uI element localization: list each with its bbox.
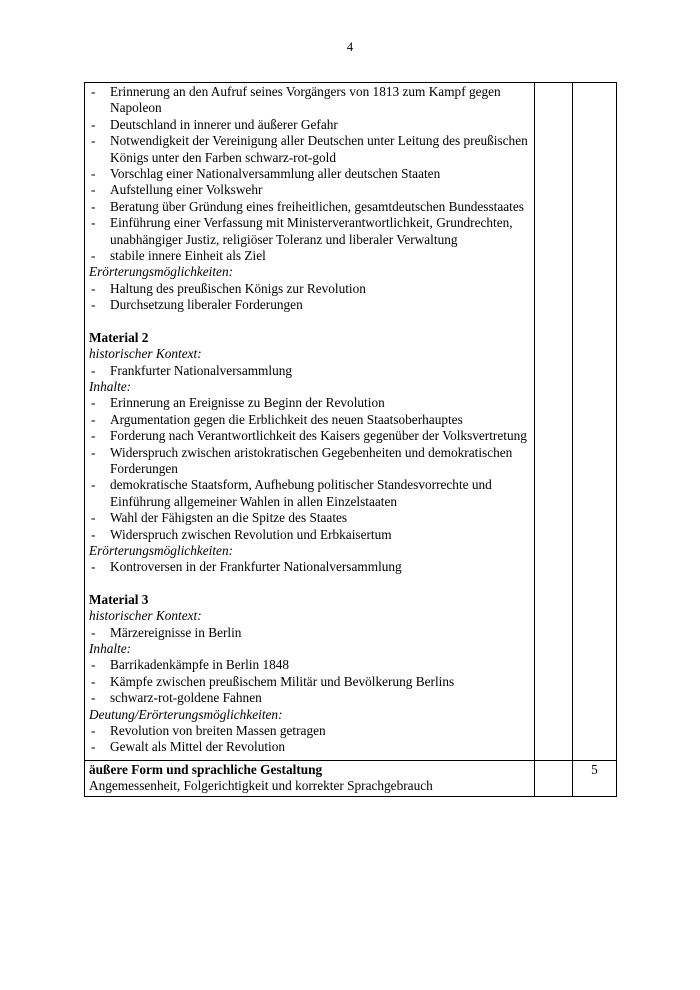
- spacer: [89, 576, 530, 592]
- list-item: - Widerspruch zwischen Revolution und Erbkaisertum: [89, 527, 530, 543]
- form-text: Angemessenheit, Folgerichtigkeit und korrekter Sprachgebrauch: [89, 778, 433, 794]
- list-item: - Aufstellung einer Volkswehr: [89, 182, 530, 198]
- form-points: 5: [573, 760, 617, 796]
- empty-cell: [535, 760, 573, 796]
- list-item: - Erinnerung an Ereignisse zu Beginn der Revolution: [89, 395, 530, 411]
- list-item: - Gewalt als Mittel der Revolution: [89, 739, 530, 755]
- material3-heading: Material 3: [89, 591, 149, 607]
- list-item: - Wahl der Fähigsten an die Spitze des Staates: [89, 510, 530, 526]
- assessment-table: [84, 82, 617, 797]
- page-number: 4: [346, 40, 354, 54]
- list-item: - Barrikadenkämpfe in Berlin 1848: [89, 657, 530, 673]
- list-item: - Deutschland in innerer und äußerer Gefahr: [89, 117, 530, 133]
- list-item: - Märzereignisse in Berlin: [89, 625, 530, 641]
- material2-context-label: historischer Kontext:: [89, 346, 202, 362]
- content-cell: [85, 83, 535, 761]
- table-row-content: [85, 83, 617, 761]
- material3-contents-list: [89, 657, 530, 706]
- list-item: - Durchsetzung liberaler Forderungen: [89, 297, 530, 313]
- list-item: - Frankfurter Nationalversammlung: [89, 363, 530, 379]
- material1-discussion-list: [89, 281, 530, 314]
- spacer: [89, 314, 530, 330]
- material3-discussion-list: [89, 723, 530, 756]
- material3-context-label: historischer Kontext:: [89, 608, 202, 624]
- list-item: - Beratung über Gründung eines freiheitlichen, gesamtdeutschen Bundesstaates: [89, 199, 530, 215]
- material2-discussion-list: [89, 559, 530, 575]
- table-row-form: [85, 760, 617, 796]
- list-item: - Vorschlag einer Nationalversammlung aller deutschen Staaten: [89, 166, 530, 182]
- material2-context-list: [89, 363, 530, 379]
- material2-discussion-label: Erörterungsmöglichkeiten:: [89, 542, 234, 558]
- list-item: - Argumentation gegen die Erblichkeit des neuen Staatsoberhauptes: [89, 412, 530, 428]
- list-item: - Forderung nach Verantwortlichkeit des Kaisers gegenüber der Volksvertretung: [89, 428, 530, 444]
- empty-cell: [535, 83, 573, 761]
- material2-heading: Material 2: [89, 329, 149, 345]
- list-item: - Kontroversen in der Frankfurter Nationalversammlung: [89, 559, 530, 575]
- list-item: - Einführung einer Verfassung mit Ministerverantwortlichkeit, Grundrechten, unabhängiger Justiz, religiöser Toleranz und liberaler Verwaltung: [89, 215, 530, 248]
- material3-discussion-label: Deutung/Erörterungsmöglichkeiten:: [89, 706, 283, 722]
- list-item: - Haltung des preußischen Königs zur Revolution: [89, 281, 530, 297]
- form-heading: äußere Form und sprachliche Gestaltung: [89, 761, 323, 777]
- list-item: - Widerspruch zwischen aristokratischen Gegebenheiten und demokratischen Forderungen: [89, 445, 530, 478]
- list-item: - Kämpfe zwischen preußischem Militär und Bevölkerung Berlins: [89, 674, 530, 690]
- list-item: - schwarz-rot-goldene Fahnen: [89, 690, 530, 706]
- material2-contents-label: Inhalte:: [89, 378, 132, 394]
- list-item: - Notwendigkeit der Vereinigung aller Deutschen unter Leitung des preußischen Königs unter den Farben schwarz-rot-gold: [89, 133, 530, 166]
- material3-context-list: [89, 625, 530, 641]
- material2-contents-list: [89, 395, 530, 543]
- list-item: - Revolution von breiten Massen getragen: [89, 723, 530, 739]
- material1-discussion-label: Erörterungsmöglichkeiten:: [89, 264, 234, 280]
- material3-contents-label: Inhalte:: [89, 641, 132, 656]
- list-item: - Erinnerung an den Aufruf seines Vorgängers von 1813 zum Kampf gegen Napoleon: [89, 84, 530, 117]
- list-item: - demokratische Staatsform, Aufhebung politischer Standesvorrechte und Einführung allgemeiner Wahlen in allen Einzelstaaten: [89, 477, 530, 510]
- list-item: - stabile innere Einheit als Ziel: [89, 248, 530, 264]
- points-cell: [573, 83, 617, 761]
- material1-contents-list: [89, 84, 530, 264]
- form-cell: [85, 760, 535, 796]
